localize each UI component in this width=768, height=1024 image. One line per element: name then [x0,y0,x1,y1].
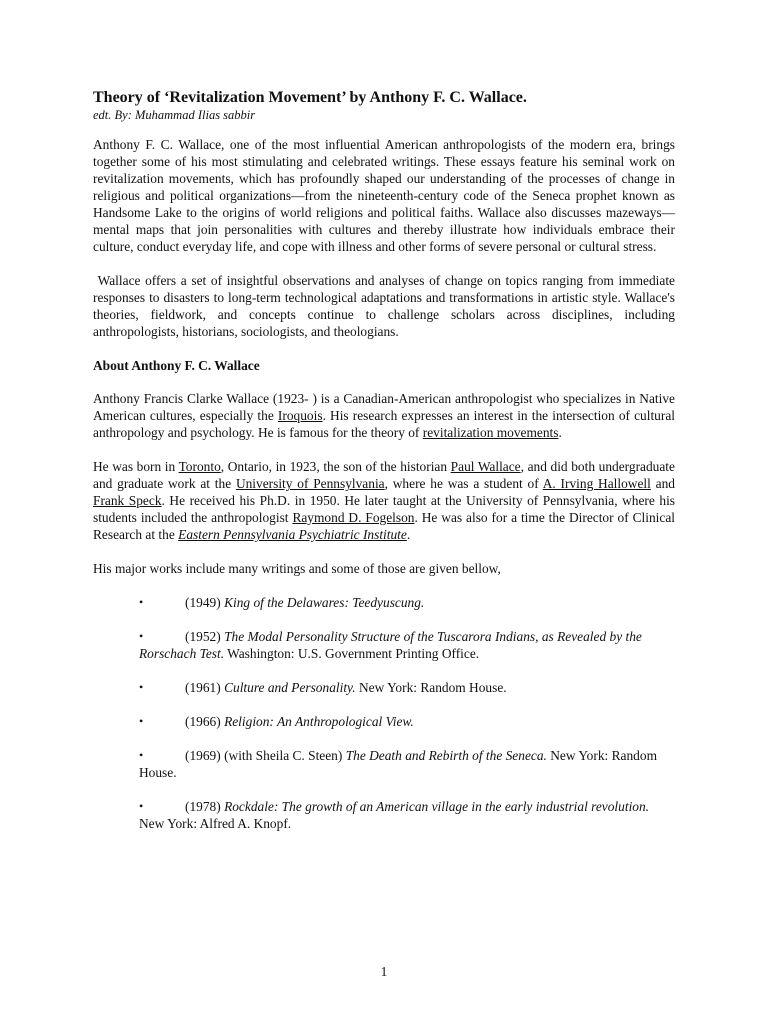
bullet-icon: • [139,629,144,643]
list-item: • (1952) The Modal Personality Structure of the Tuscarora Indians, as Revealed by the Rorschach Test. Washington: U.S. Government Printing Office. [139,629,642,661]
link-iroquois[interactable]: Iroquois [277,408,323,423]
list-item: • (1969) (with Sheila C. Steen) The Death and Rebirth of the Seneca. New York: Random House. [139,748,657,780]
about-paragraph-1: Anthony Francis Clarke Wallace (1923- ) is a Canadian-American anthropologist who specializes in Native American cultures, especially the Iroquois. His research expresses an interest in the intersection of cultural anthropology and psychology. He is famous for the theory of revitalization movements. [93,391,675,440]
works-intro: His major works include many writings and some of those are given bellow, [93,561,501,576]
about-paragraph-2: He was born in Toronto, Ontario, in 1923, the son of the historian Paul Wallace, and did both undergraduate and graduate work at the University of Pennsylvania, where he was a student of A. Irving Hallowell and Frank Speck. He received his Ph.D. in 1950. He later taught at the University of Pennsylvania, where his students included the anthropologist Raymond D. Fogelson. He was also for a time the Director of Clinical Research at the Eastern Pennsylvania Psychiatric Institute. [93,459,676,542]
bullet-icon: • [139,714,144,728]
link-raymond-fogelson[interactable]: Raymond D. Fogelson [292,510,415,525]
list-item: • (1961) Culture and Personality. New York: Random House. [139,680,507,695]
bullet-icon: • [139,748,144,762]
link-paul-wallace[interactable]: Paul Wallace [450,459,521,474]
bullet-icon: • [139,595,144,609]
byline: edt. By: Muhammad Ilias sabbir [93,108,256,122]
link-eastern-pennsylvania-psychiatric-institute[interactable]: Eastern Pennsylvania Psychiatric Institute [178,527,407,542]
document-title: Theory of ‘Revitalization Movement’ by Anthony F. C. Wallace. [93,89,527,106]
link-a-irving-hallowell[interactable]: A. Irving Hallowell [542,476,651,491]
link-toronto[interactable]: Toronto [178,459,221,474]
intro-paragraph: Anthony F. C. Wallace, one of the most influential American anthropologists of the modern era, brings together some of his most stimulating and celebrated writings. These essays feature his seminal work on revitalization movements, which has profoundly shaped our understanding of the processes of change in religious and political organizations—from the nineteenth-century code of the Seneca prophet known as Handsome Lake to the origins of world religions and political faiths. Wallace also discusses mazeways—mental maps that join personalities with cultures and thereby illustrate how individuals embrace their culture, conduct everyday life, and cope with illness and other forms of severe personal or cultural stress. [93,137,675,254]
about-heading: About Anthony F. C. Wallace [93,358,260,373]
bullet-icon: • [139,799,144,813]
link-university-of-pennsylvania[interactable]: University of Pennsylvania [235,476,385,491]
works-list [93,594,675,832]
bullet-icon: • [139,680,144,694]
link-revitalization-movements[interactable]: revitalization movements [422,425,559,440]
list-item: • (1966) Religion: An Anthropological View. [139,714,414,729]
link-frank-speck[interactable]: Frank Speck [93,493,162,508]
list-item: • (1949) King of the Delawares: Teedyuscung. [139,595,425,610]
list-item: • (1978) Rockdale: The growth of an American village in the early industrial revolution. New York: Alfred A. Knopf. [139,799,650,831]
document-page [93,88,679,849]
page-number: 1 [380,964,388,979]
second-paragraph: Wallace offers a set of insightful observations and analyses of change on topics ranging from immediate responses to disasters to long-term technological adaptations and transformations in artistic style. Wallace's theories, fieldwork, and concepts continue to challenge scholars across disciplines, including anthropologists, historians, sociologists, and theologians. [93,273,679,339]
